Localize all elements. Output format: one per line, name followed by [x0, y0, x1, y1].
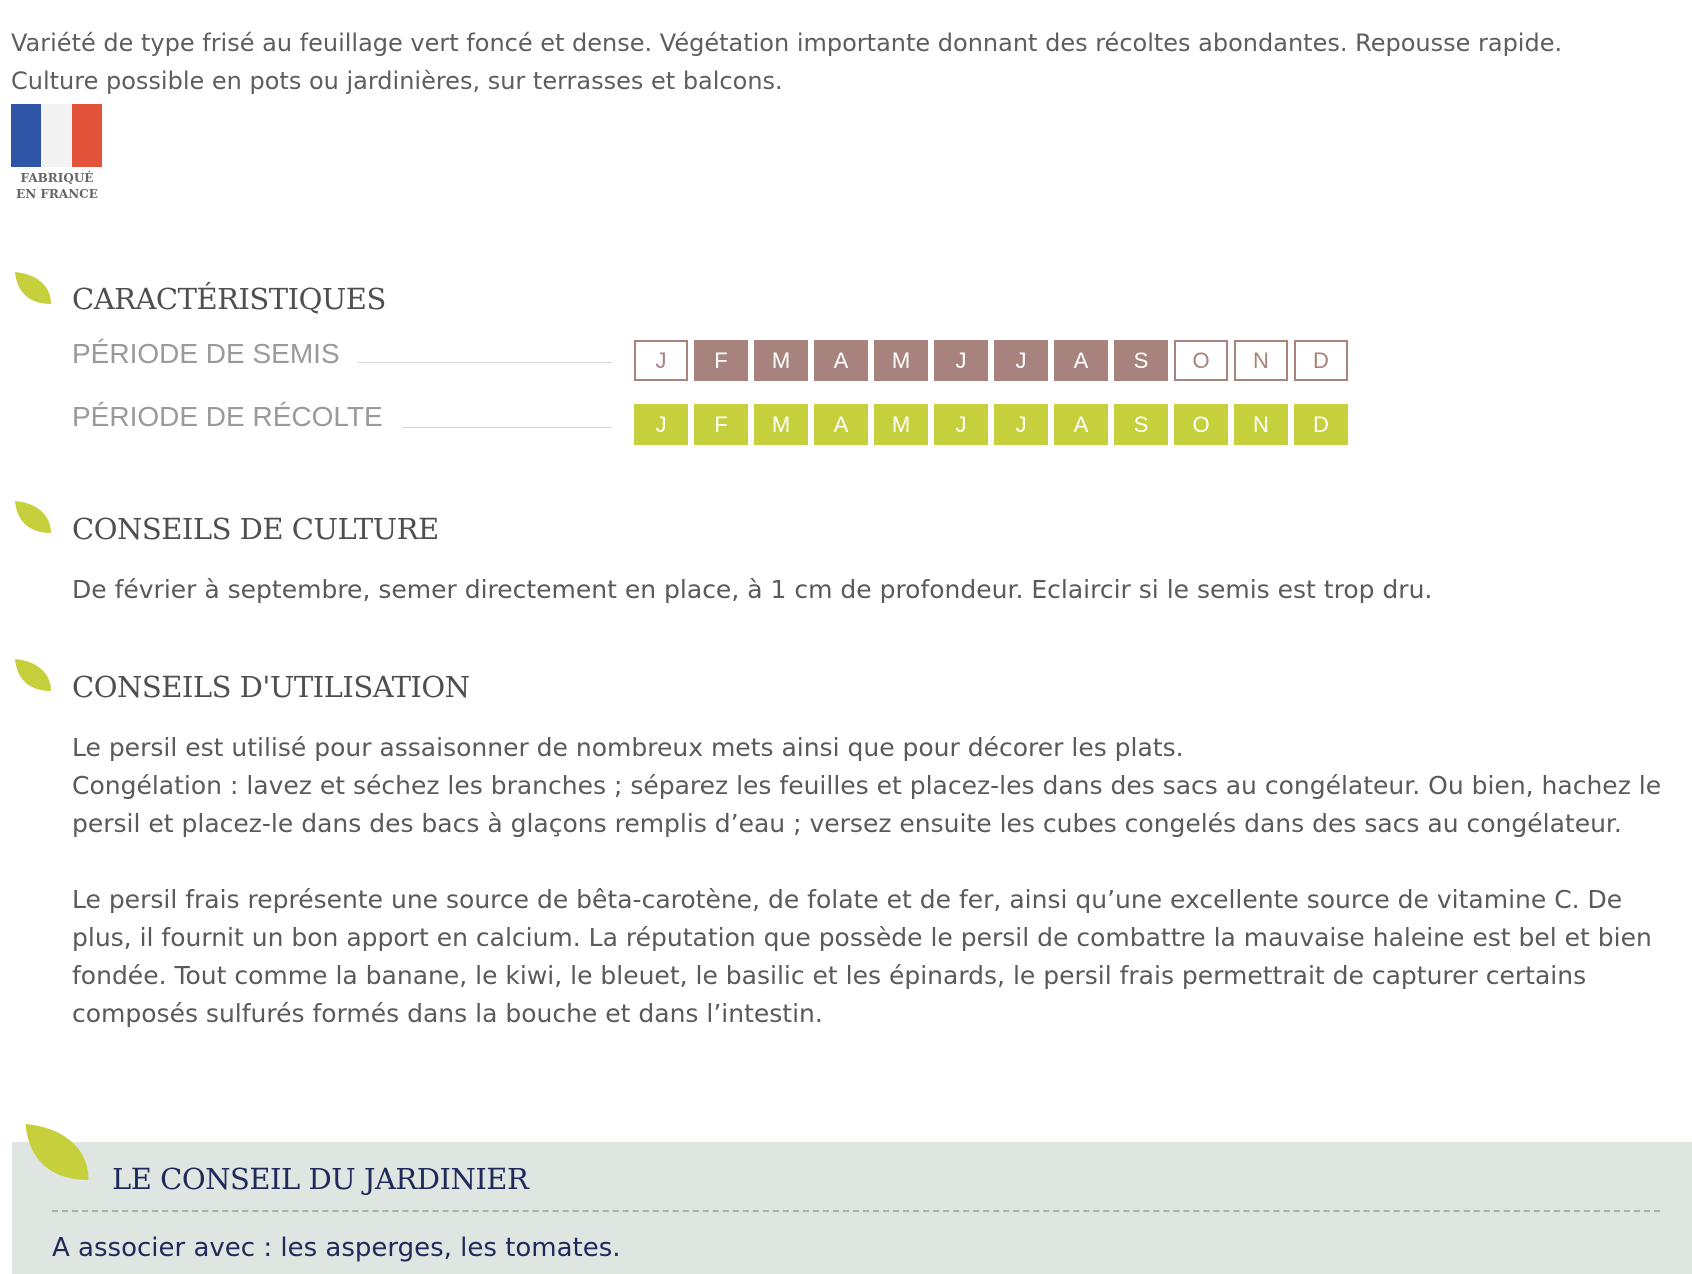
sowing-month-7: J — [994, 340, 1048, 381]
sowing-month-5: M — [874, 340, 928, 381]
harvest-month-9: S — [1114, 404, 1168, 445]
gardener-tip-box — [12, 1142, 1692, 1274]
sowing-month-9: S — [1114, 340, 1168, 381]
sowing-month-3: M — [754, 340, 808, 381]
utilisation-paragraph-2: Le persil frais représente une source de bêta-carotène, de folate et de fer, ainsi qu’une excellente source de vitamine C. De plus, il fournit un bon apport en calcium. La réputation que possède le persil de combattre la mauvaise haleine est bel et bien fondée. Tout comme la banane, le kiwi, le bleuet, le basilic et les épinards, le persil frais permettrait de capturer certains composés sulfurés formés dans la bouche et dans l’intestin. — [72, 885, 1652, 1028]
harvest-month-10: O — [1174, 404, 1228, 445]
leaf-icon — [13, 270, 53, 306]
gardener-tip-title: LE CONSEIL DU JARDINIER — [112, 1162, 529, 1196]
made-in-france-badge — [11, 104, 103, 208]
sowing-period-label: PÉRIODE DE SEMIS — [72, 338, 340, 369]
harvest-month-8: A — [1054, 404, 1108, 445]
leaf-icon — [13, 657, 53, 693]
gardener-tip-divider — [52, 1210, 1660, 1212]
sowing-month-10: O — [1174, 340, 1228, 381]
harvest-month-6: J — [934, 404, 988, 445]
product-description: Variété de type frisé au feuillage vert foncé et dense. Végétation importante donnant des récoltes abondantes. Repousse rapide. Culture possible en pots ou jardinières, sur terrasses et balcons. — [11, 29, 1563, 95]
utilisation-text — [72, 729, 1682, 1033]
badge-line-2: EN FRANCE — [16, 187, 98, 201]
sowing-month-12: D — [1294, 340, 1348, 381]
harvest-months — [634, 404, 1348, 445]
harvest-month-5: M — [874, 404, 928, 445]
harvest-month-4: A — [814, 404, 868, 445]
leaf-icon — [13, 499, 53, 535]
culture-text: De février à septembre, semer directement en place, à 1 cm de profondeur. Eclaircir si le semis est trop dru. — [72, 575, 1433, 604]
sowing-period-line — [358, 362, 612, 363]
section-title-utilisation: CONSEILS D'UTILISATION — [72, 670, 470, 704]
gardener-tip-text: A associer avec : les asperges, les tomates. — [52, 1233, 621, 1263]
leaf-icon — [22, 1120, 92, 1184]
harvest-period-line — [402, 427, 612, 428]
sowing-month-6: J — [934, 340, 988, 381]
badge-caption — [11, 169, 103, 203]
harvest-month-12: D — [1294, 404, 1348, 445]
sowing-month-4: A — [814, 340, 868, 381]
section-title-culture: CONSEILS DE CULTURE — [72, 512, 439, 546]
section-title-caracteristiques: CARACTÉRISTIQUES — [72, 282, 386, 316]
sowing-month-2: F — [694, 340, 748, 381]
sowing-month-8: A — [1054, 340, 1108, 381]
harvest-month-1: J — [634, 404, 688, 445]
harvest-month-7: J — [994, 404, 1048, 445]
harvest-period-label: PÉRIODE DE RÉCOLTE — [72, 401, 383, 432]
french-flag-icon — [11, 104, 102, 167]
harvest-month-11: N — [1234, 404, 1288, 445]
sowing-months — [634, 340, 1348, 381]
harvest-month-2: F — [694, 404, 748, 445]
utilisation-line-1: Le persil est utilisé pour assaisonner de nombreux mets ainsi que pour décorer les plats. — [72, 733, 1184, 762]
sowing-month-1: J — [634, 340, 688, 381]
utilisation-line-2: Congélation : lavez et séchez les branches ; séparez les feuilles et placez-les dans des sacs au congélateur. Ou bien, hachez le persil et placez-le dans des bacs à glaçons remplis d’eau ; versez ensuite les cubes congelés dans des sacs au congélateur. — [72, 771, 1662, 838]
badge-line-1: FABRIQUÉ — [20, 171, 94, 185]
sowing-month-11: N — [1234, 340, 1288, 381]
harvest-month-3: M — [754, 404, 808, 445]
